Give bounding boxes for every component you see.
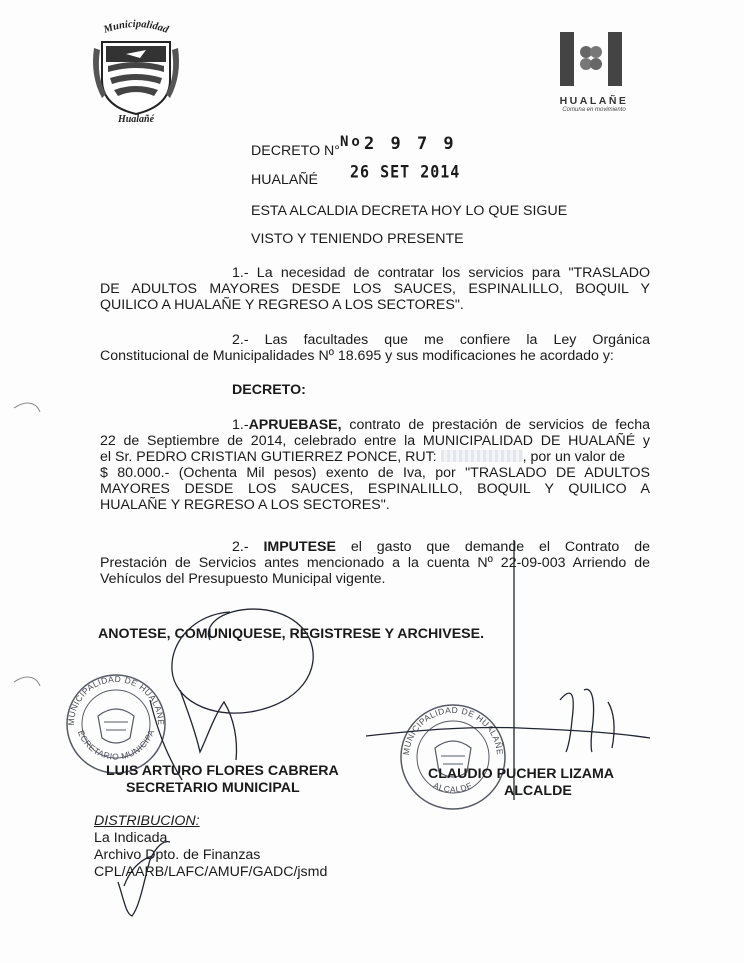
distribution-heading: DISTRIBUCION: <box>94 813 200 829</box>
secretary-title: SECRETARIO MUNICIPAL <box>126 780 300 796</box>
resolution-1-line-3-b: , por un valor de <box>522 449 626 465</box>
resolution-1-line-1-rest: contrato de prestación de servicios de fecha <box>341 417 650 433</box>
distribution-line-2: Archivo Dpto. de Finanzas <box>94 847 261 863</box>
decreto-heading: DECRETO: <box>232 382 306 398</box>
resolution-1-line-3-a: el Sr. PEDRO CRISTIAN GUTIERREZ PONCE, RUT: <box>100 449 437 465</box>
decree-number-label: DECRETO N° <box>251 143 340 159</box>
mayor-name: CLAUDIO PUCHER LIZAMA <box>428 766 615 782</box>
secretary-seal-top-text: MUNICIPALIDAD DE HUALAÑE <box>65 673 167 726</box>
resolution-2-number: 2.- <box>232 539 249 555</box>
decree-number-prefix: No <box>340 134 363 150</box>
resolution-2-line-3: Vehículos del Presupuesto Municipal vigente. <box>100 571 386 587</box>
resolution-1-line-2: 22 de Septiembre de 2014, celebrado entre la MUNICIPALIDAD DE HUALAÑÉ y <box>100 433 650 449</box>
closing-statement: ANOTESE, COMUNIQUESE, REGISTRESE Y ARCHIVESE. <box>98 626 485 642</box>
brand-name: HUALAÑE <box>559 95 629 107</box>
resolution-2-line-1-rest: el gasto que demande el Contrato de <box>335 539 650 555</box>
mayor-seal-top-text: MUNICIPALIDAD DE HUALAÑE <box>400 704 506 756</box>
distribution-line-1: La Indicada <box>94 830 168 846</box>
resolution-1-keyword: APRUEBASE, <box>248 417 342 433</box>
decree-number-stamp: 2 9 7 9 <box>364 134 457 154</box>
crest-bottom-text: Hualañé <box>117 114 155 124</box>
brand-tagline: Comuna en movimiento <box>562 107 626 113</box>
considerando-2-line-1: 2.- Las facultades que me confiere la Ley Orgánica <box>232 332 650 348</box>
resolution-1-line-6: HUALAÑE Y REGRESO A LOS SECTORES". <box>100 497 390 513</box>
resolution-1-number: 1.- <box>232 417 249 433</box>
considerando-1-line-3: QUILICO A HUALAÑE Y REGRESO A LOS SECTORES". <box>100 297 464 313</box>
resolution-1-line-5: MAYORES DESDE LOS SAUCES, ESPINALILLO, BOQUIL Y QUILICO A <box>100 481 650 497</box>
decree-intro: ESTA ALCALDIA DECRETA HOY LO QUE SIGUE <box>251 203 568 219</box>
mayor-title: ALCALDE <box>504 783 572 799</box>
distribution-line-3: CPL/AARB/LAFC/AMUF/GADC/jsmd <box>94 864 328 880</box>
decree-date-stamp: 26 SET 2014 <box>350 161 461 183</box>
mayor-seal-bottom-text: ALCALDE <box>431 780 475 795</box>
resolution-1-line-4: $ 80.000.- (Ochenta Mil pesos) exento de Iva, por "TRASLADO DE ADULTOS <box>100 465 650 481</box>
resolution-2-line-2: Prestación de Servicios antes mencionado a la cuenta Nº 22-09-003 Arriendo de <box>100 555 650 571</box>
visto-heading: VISTO Y TENIENDO PRESENTE <box>251 231 464 247</box>
resolution-2-keyword: IMPUTESE <box>263 539 336 555</box>
decree-place: HUALAÑÉ <box>251 172 319 188</box>
brand-mark-text: H <box>556 30 557 31</box>
secretary-name: LUIS ARTURO FLORES CABRERA <box>106 763 339 779</box>
considerando-1-line-1: 1.- La necesidad de contratar los servicios para "TRASLADO <box>232 265 650 281</box>
secretary-seal-bottom-text: ECRETARIO MUNICIPA <box>75 727 157 762</box>
crest-top-text: Municipalidad <box>102 18 170 36</box>
considerando-1-line-2: DE ADULTOS MAYORES DESDE LOS SAUCES, ESPINALILLO, BOQUIL Y <box>100 281 650 297</box>
considerando-2-line-2: Constitucional de Municipalidades Nº 18.695 y sus modificaciones he acordado y: <box>100 348 614 364</box>
